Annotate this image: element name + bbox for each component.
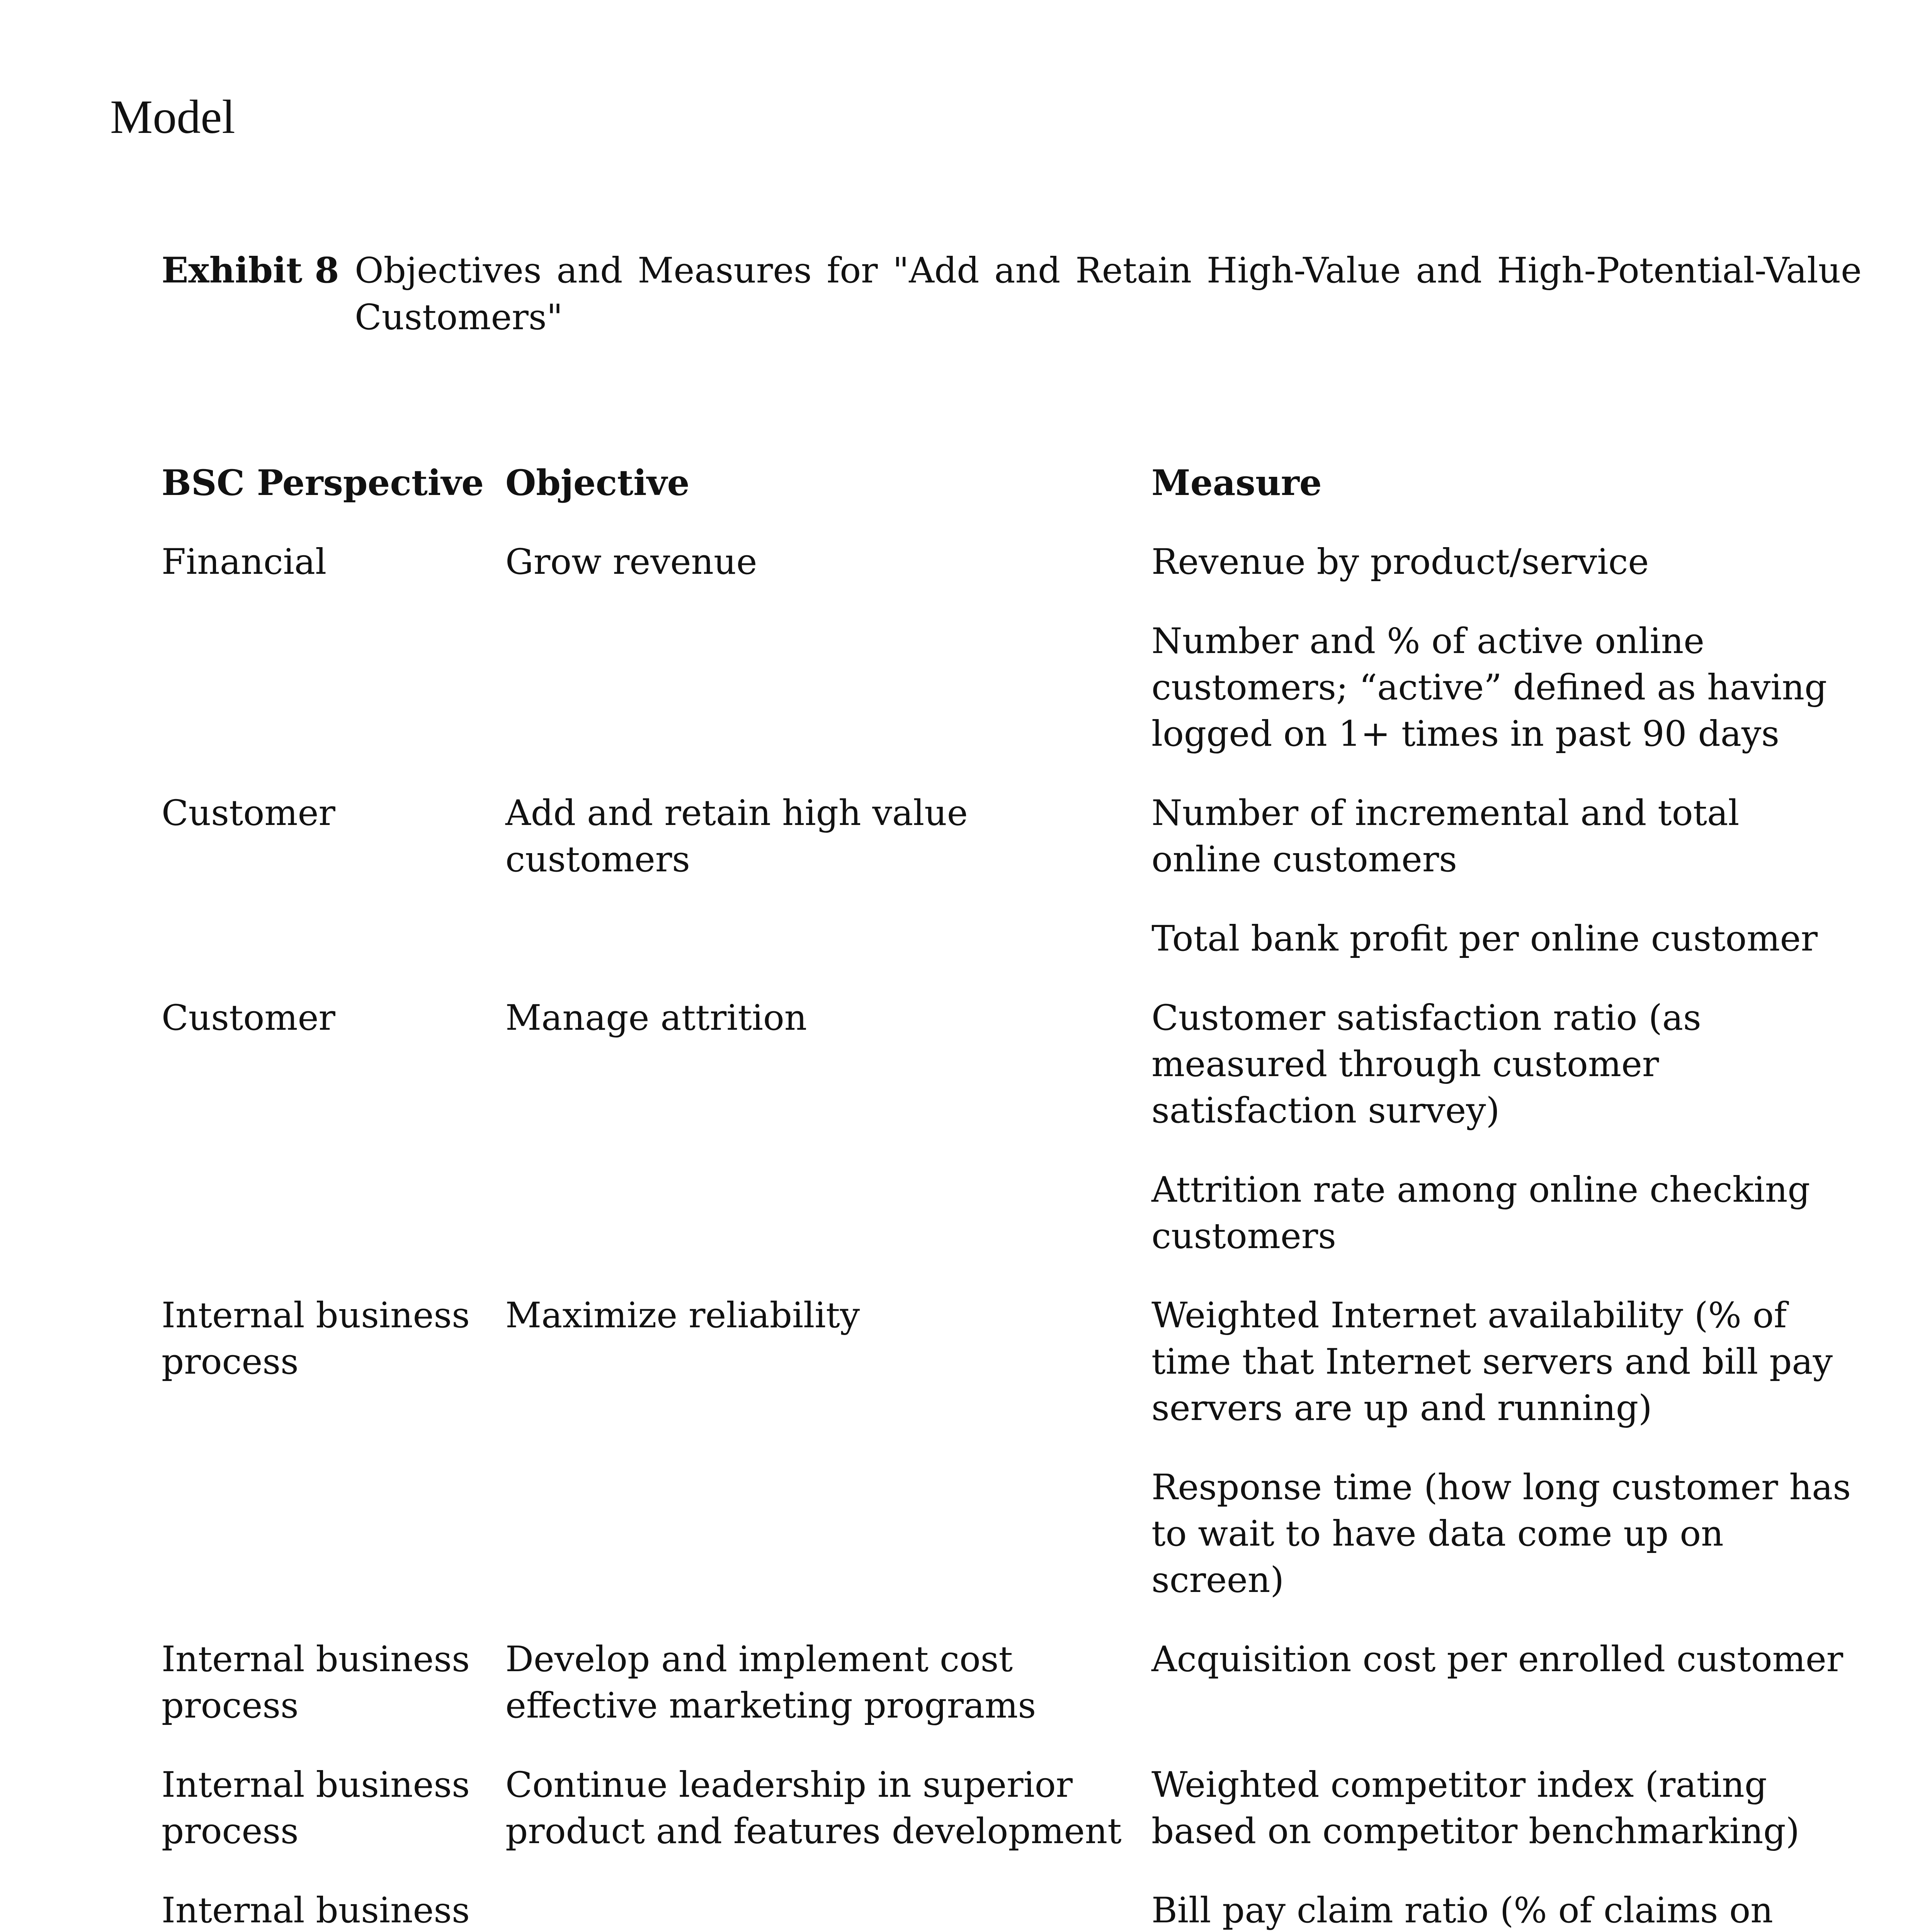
- measure-cell: Weighted Internet availability (% of time that Internet servers and bill pay servers are up and running): [1151, 1295, 1833, 1429]
- perspective-cell: [162, 618, 505, 790]
- measure-cell: Weighted competitor index (rating based on competitor benchmarking): [1151, 1765, 1800, 1852]
- measure-cell: Attrition rate among online checking customers: [1151, 1170, 1810, 1257]
- table-row: [162, 995, 1855, 1167]
- perspective-cell: Financial: [162, 542, 327, 582]
- header-perspective: BSC Perspective: [162, 463, 484, 503]
- perspective-cell: [162, 916, 505, 995]
- table-row: [162, 1464, 1855, 1636]
- objective-cell: [505, 1888, 1151, 1932]
- perspective-cell: Internal business: [162, 1890, 470, 1931]
- header-objective: Objective: [505, 463, 690, 503]
- table-row: [162, 1167, 1855, 1293]
- table-row: [162, 539, 1855, 618]
- table-row: [162, 618, 1855, 790]
- objective-cell: Develop and implement cost effective marketing programs: [505, 1639, 1036, 1726]
- objective-cell: [505, 618, 1151, 790]
- table-row: [162, 790, 1855, 916]
- objective-cell: [505, 916, 1151, 995]
- measure-cell: Bill pay claim ratio (% of claims on: [1151, 1890, 1773, 1931]
- exhibit-title-text: Objectives and Measures for "Add and Retain High-Value and High-Potential-Value Customers": [355, 250, 1862, 338]
- table-row: [162, 1762, 1855, 1888]
- table-row: [162, 1636, 1855, 1762]
- exhibit-title: [162, 247, 1862, 341]
- table-row: [162, 1888, 1855, 1932]
- measure-cell: Number of incremental and total online customers: [1151, 793, 1740, 880]
- perspective-cell: Internal business process: [162, 1765, 470, 1852]
- objective-cell: Maximize reliability: [505, 1295, 860, 1336]
- header-measure: Measure: [1151, 463, 1322, 503]
- exhibit-label: Exhibit 8: [162, 250, 339, 291]
- perspective-cell: [162, 1464, 505, 1636]
- perspective-cell: Internal business process: [162, 1295, 470, 1382]
- measure-cell: Number and % of active online customers; “active” defined as having logged on 1+ times in past 90 days: [1151, 621, 1827, 754]
- perspective-cell: [162, 1167, 505, 1293]
- measure-cell: Acquisition cost per enrolled customer: [1151, 1639, 1844, 1680]
- objective-cell: [505, 1464, 1151, 1636]
- table-header-row: [162, 460, 1855, 539]
- objective-cell: Continue leadership in superior product and features development: [505, 1765, 1122, 1852]
- objective-cell: Grow revenue: [505, 542, 757, 582]
- measure-cell: Response time (how long customer has to wait to have data come up on screen): [1151, 1467, 1851, 1600]
- measure-cell: Customer satisfaction ratio (as measured through customer satisfaction survey): [1151, 998, 1701, 1131]
- perspective-cell: Internal business process: [162, 1639, 470, 1726]
- measure-cell: Revenue by product/service: [1151, 542, 1649, 582]
- objective-cell: Add and retain high value customers: [505, 793, 968, 880]
- objective-cell: [505, 1167, 1151, 1293]
- perspective-cell: Customer: [162, 793, 335, 833]
- table-row: [162, 916, 1855, 995]
- table-row: [162, 1293, 1855, 1464]
- perspective-cell: Customer: [162, 998, 335, 1038]
- objective-cell: Manage attrition: [505, 998, 807, 1038]
- measure-cell: Total bank profit per online customer: [1151, 918, 1818, 959]
- page-label: Model: [110, 90, 235, 143]
- bsc-objectives-table: [162, 460, 1855, 1932]
